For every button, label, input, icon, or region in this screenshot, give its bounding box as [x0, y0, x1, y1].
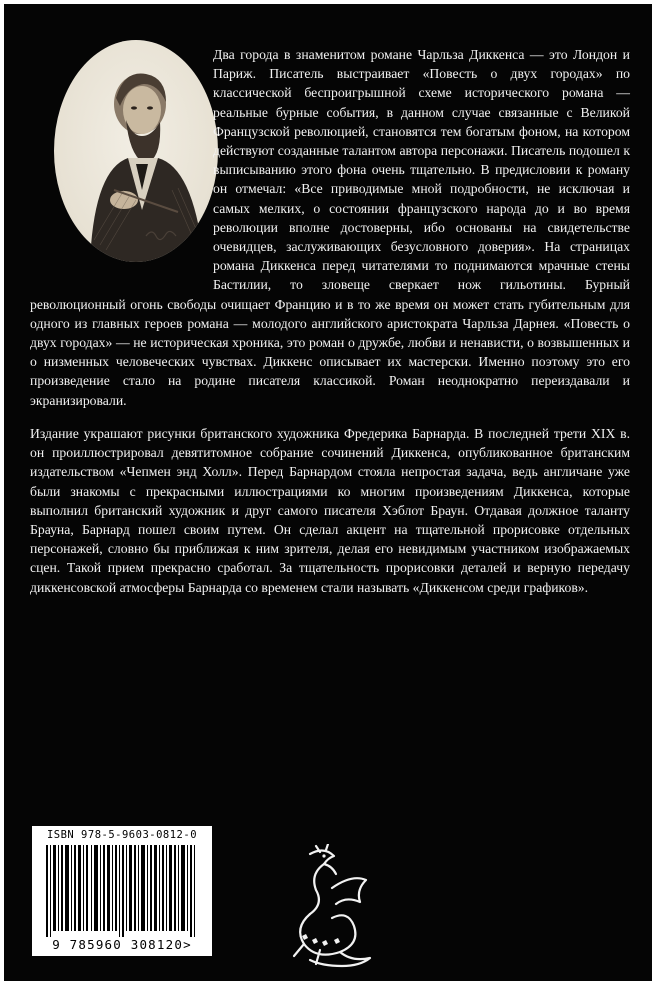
publisher-logo: [280, 844, 384, 970]
description-paragraph-1: Два города в знаменитом романе Чарльза Диккенса — это Лондон и Париж. Писатель выстраивает «Повесть о двух городах» по классической беспроигрышной схеме исторического романа — реальные бурные события, в данном случае связанные с Великой Французской революцией, становятся тем богатым фоном, на котором действуют созданные талантом автора персонажи. Писатель подошел к выписыванию этого фона очень тщательно. В предисловии к роману он отмечал: «Все приводимые мной подробности, не исключая и самых мелких, о состоянии французского народа до и во время революции вполне достоверны, ибо основаны на свидетельстве очевидцев, заслуживающих безусловного доверия». На страницах романа Диккенса перед читателями то поднимаются мрачные стены Бастилии, то зловеще сверкает нож гильотины. Бурный революционный огонь свободы очищает Францию и в то же время он может стать губительным для одного из главных героев романа — молодого английского аристократа Чарльза Дарнея. «Повесть о двух городах» — не историческая хроника, это роман о дружбе, любви и ненависти, о возвышенных и о низменных человеческих чувствах. Диккенс описывает их мастерски. Именно поэтому это его произведение стало на родине писателя классикой. Роман неоднократно переиздавали и экранизировали.: [30, 47, 630, 408]
barcode-icon: [36, 845, 208, 937]
dragon-emblem-icon: [280, 844, 384, 970]
portrait-text-wrap-spacer: [30, 45, 213, 277]
description: [4, 4, 652, 644]
back-cover: [4, 4, 652, 981]
barcode-digits: 9 785960 308120>: [52, 937, 192, 952]
isbn-label: ISBN 978-5-9603-0812-0: [46, 829, 198, 841]
isbn-barcode: [32, 826, 212, 956]
description-paragraph-2: Издание украшают рисунки британского художника Фредерика Барнарда. В последней трети XIX в. он проиллюстрировал девятитомное собрание сочинений Диккенса, опубликованное британским издательством «Чепмен энд Холл». Перед Барнардом стояла непростая задача, ведь англичане уже были знакомы с прекрасными иллюстрациями ко многим произведениям Диккенса, которые выполнил британский художник и друг самого писателя Хэблот Браун. Отдавая должное таланту Брауна, Барнард пошел своим путем. Он сделал акцент на тщательной прорисовке отдельных персонажей, словно бы приближая к ним зрителя, делая его невидимым участником изображаемых сцен. Такой прием прекрасно сработал. За тщательность прорисовки деталей и верную передачу диккенсовской атмосферы Барнарда со временем стали называть «Диккенсом среди графиков».: [30, 426, 630, 595]
